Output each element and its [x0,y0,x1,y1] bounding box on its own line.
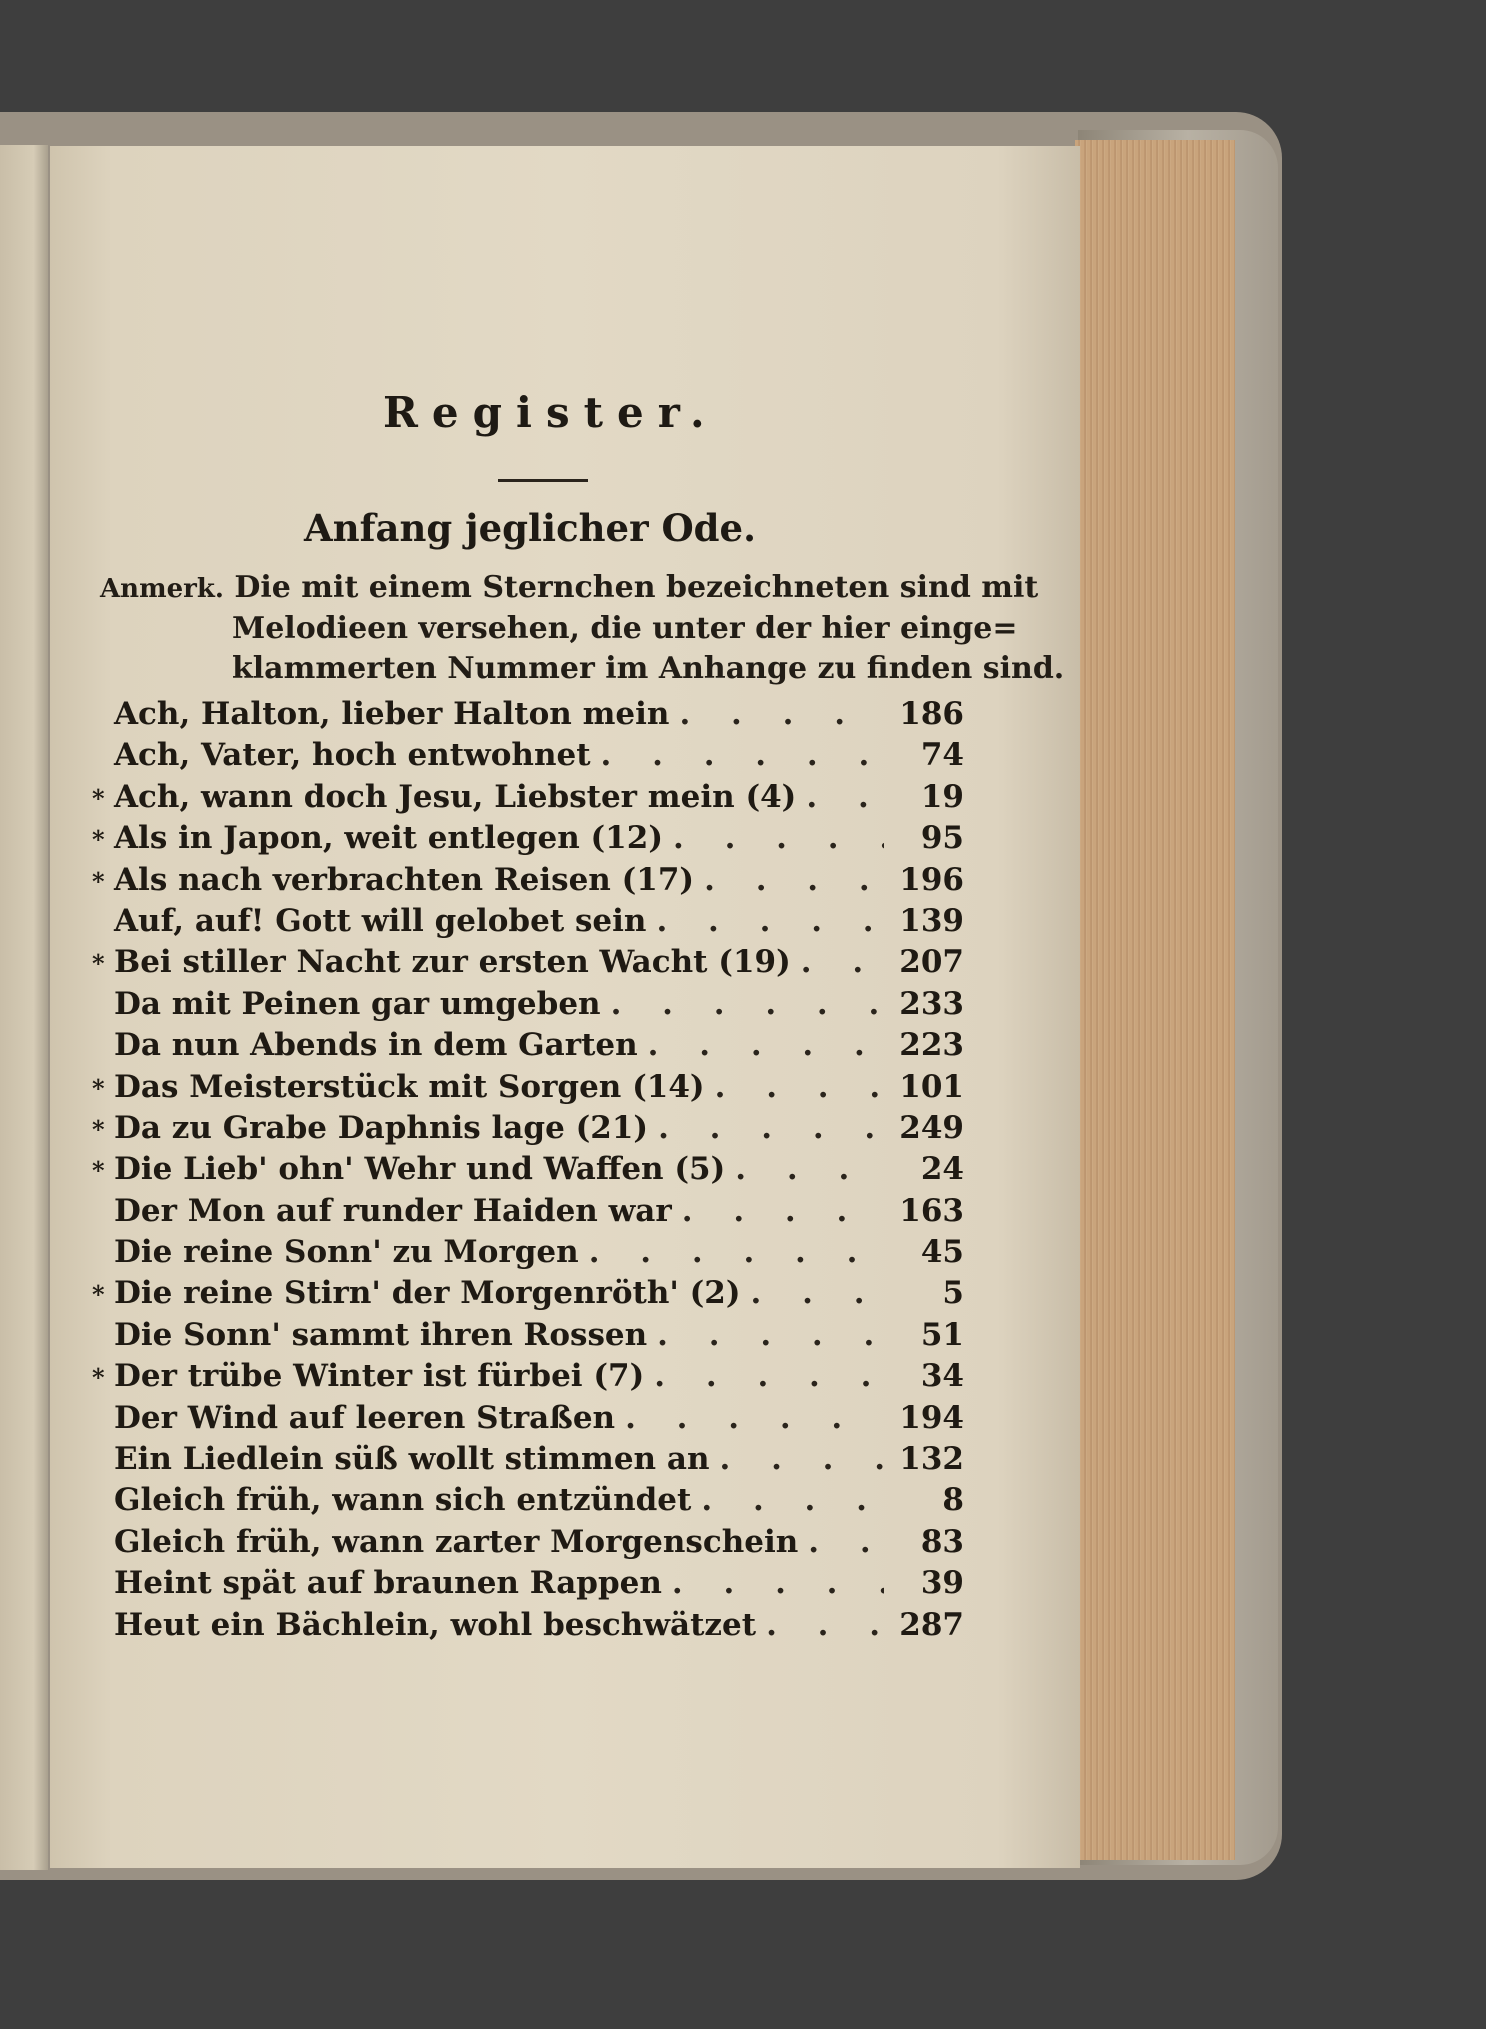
entry-title: Der trübe Winter ist fürbei (7) [114,1358,645,1395]
leader-dots [806,779,884,815]
leader-dots [704,862,884,898]
asterisk-marker: * [92,825,105,855]
section-subtitle: Anfang jeglicher Ode. [304,506,756,550]
register-entry [92,1234,964,1275]
register-entry [92,1027,964,1068]
register-entry [92,1317,964,1358]
leader-dots [611,986,884,1022]
entry-page-number: 207 [899,944,964,981]
entry-title: Ach, wann doch Jesu, Liebster mein (4) [114,778,797,815]
entry-title: Gleich früh, wann sich entzündet [114,1482,692,1519]
entry-page-number: 163 [899,1192,964,1229]
register-entry [92,820,964,861]
entry-title: Die reine Stirn' der Morgenröth' (2) [114,1275,741,1312]
entry-page-number: 186 [899,696,964,732]
page-edges [1075,140,1235,1860]
entry-page-number: 34 [920,1358,964,1395]
register-entry [92,1524,964,1565]
asterisk-marker: * [92,866,105,896]
asterisk-marker: * [92,1156,105,1186]
entry-page-number: 139 [899,902,964,939]
register-entry [92,1110,964,1151]
entry-title: Gleich früh, wann zarter Morgenschein [114,1523,799,1560]
leader-dots [656,903,884,939]
register-entry [92,862,964,903]
entry-page-number: 95 [920,820,964,857]
asterisk-marker: * [92,1363,105,1393]
register-entry [92,779,964,820]
entry-title: Heut ein Bächlein, wohl beschwätzet [114,1606,757,1643]
register-entry [92,696,964,737]
register-entry [92,737,964,778]
entry-page-number: 19 [920,778,964,815]
leader-dots [751,1275,884,1311]
entry-title: Das Meisterstück mit Sorgen (14) [114,1068,705,1105]
register-entry [92,1358,964,1399]
entry-title: Die Sonn' sammt ihren Rossen [114,1316,648,1353]
register-list [92,696,964,1648]
entry-page-number: 101 [899,1068,964,1105]
note-line-2: Melodieen versehen, die unter der hier einge= [232,611,1018,646]
title-rule [498,479,588,482]
entry-page-number: 196 [899,861,964,898]
leader-dots [679,696,884,732]
entry-title: Da nun Abends in dem Garten [114,1027,638,1064]
left-page-edge [0,145,48,1870]
entry-title: Auf, auf! Gott will gelobet sein [114,902,647,939]
entry-page-number: 223 [899,1027,964,1064]
register-entry [92,1400,964,1441]
entry-title: Da zu Grabe Daphnis lage (21) [114,1109,649,1146]
entry-page-number: 132 [899,1441,964,1478]
leader-dots [801,944,884,980]
entry-page-number: 194 [899,1399,964,1436]
register-entry [92,1275,964,1316]
entry-title: Die Lieb' ohn' Wehr und Waffen (5) [114,1151,726,1188]
entry-page-number: 233 [899,985,964,1022]
register-entry [92,1069,964,1110]
note-line-1: Die mit einem Sternchen bezeichneten sind mit [234,570,1039,605]
entry-title: Ach, Halton, lieber Halton mein [114,696,670,732]
entry-title: Bei stiller Nacht zur ersten Wacht (19) [114,944,791,981]
entry-page-number: 51 [920,1316,964,1353]
register-entry [92,1565,964,1606]
entry-title: Der Mon auf runder Haiden war [114,1192,672,1229]
entry-title: Die reine Sonn' zu Morgen [114,1234,579,1271]
entry-page-number: 249 [899,1109,964,1146]
leader-dots [648,1027,884,1063]
leader-dots [658,1110,884,1146]
note-label: Anmerk. [100,574,224,604]
entry-title: Als in Japon, weit entlegen (12) [114,820,663,857]
leader-dots [654,1358,884,1394]
entry-page-number: 8 [942,1482,964,1519]
entry-title: Als nach verbrachten Reisen (17) [114,861,695,898]
entry-page-number: 74 [920,737,964,774]
asterisk-marker: * [92,1280,105,1310]
asterisk-marker: * [92,783,105,813]
asterisk-marker: * [92,1073,105,1103]
entry-page-number: 287 [899,1606,964,1643]
register-entry [92,1151,964,1192]
entry-title: Heint spät auf braunen Rappen [114,1565,662,1602]
leader-dots [682,1193,884,1229]
register-entry [92,1482,964,1523]
leader-dots [701,1482,884,1518]
leader-dots [808,1524,884,1560]
leader-dots [766,1607,884,1643]
register-entry [92,944,964,985]
leader-dots [715,1069,884,1105]
asterisk-marker: * [92,949,105,979]
leader-dots [672,1565,884,1601]
register-entry [92,1607,964,1648]
entry-page-number: 83 [920,1523,964,1560]
entry-title: Der Wind auf leeren Straßen [114,1399,616,1436]
entry-page-number: 45 [920,1234,964,1271]
leader-dots [657,1317,884,1353]
leader-dots [589,1234,884,1270]
register-entry [92,903,964,944]
leader-dots [735,1151,884,1187]
page-title: Register. [383,388,719,437]
entry-page-number: 5 [942,1275,964,1312]
leader-dots [601,737,884,773]
annotation-note [100,568,1065,689]
leader-dots [625,1400,884,1436]
asterisk-marker: * [92,1114,105,1144]
leader-dots [720,1441,884,1477]
register-entry [92,1193,964,1234]
register-entry [92,1441,964,1482]
entry-title: Da mit Peinen gar umgeben [114,985,601,1022]
note-line-3: klammerten Nummer im Anhange zu finden sind. [232,651,1065,686]
register-entry [92,986,964,1027]
entry-page-number: 24 [920,1151,964,1188]
entry-title: Ach, Vater, hoch entwohnet [114,737,591,774]
leader-dots [673,820,884,856]
entry-title: Ein Liedlein süß wollt stimmen an [114,1441,710,1478]
entry-page-number: 39 [920,1565,964,1602]
